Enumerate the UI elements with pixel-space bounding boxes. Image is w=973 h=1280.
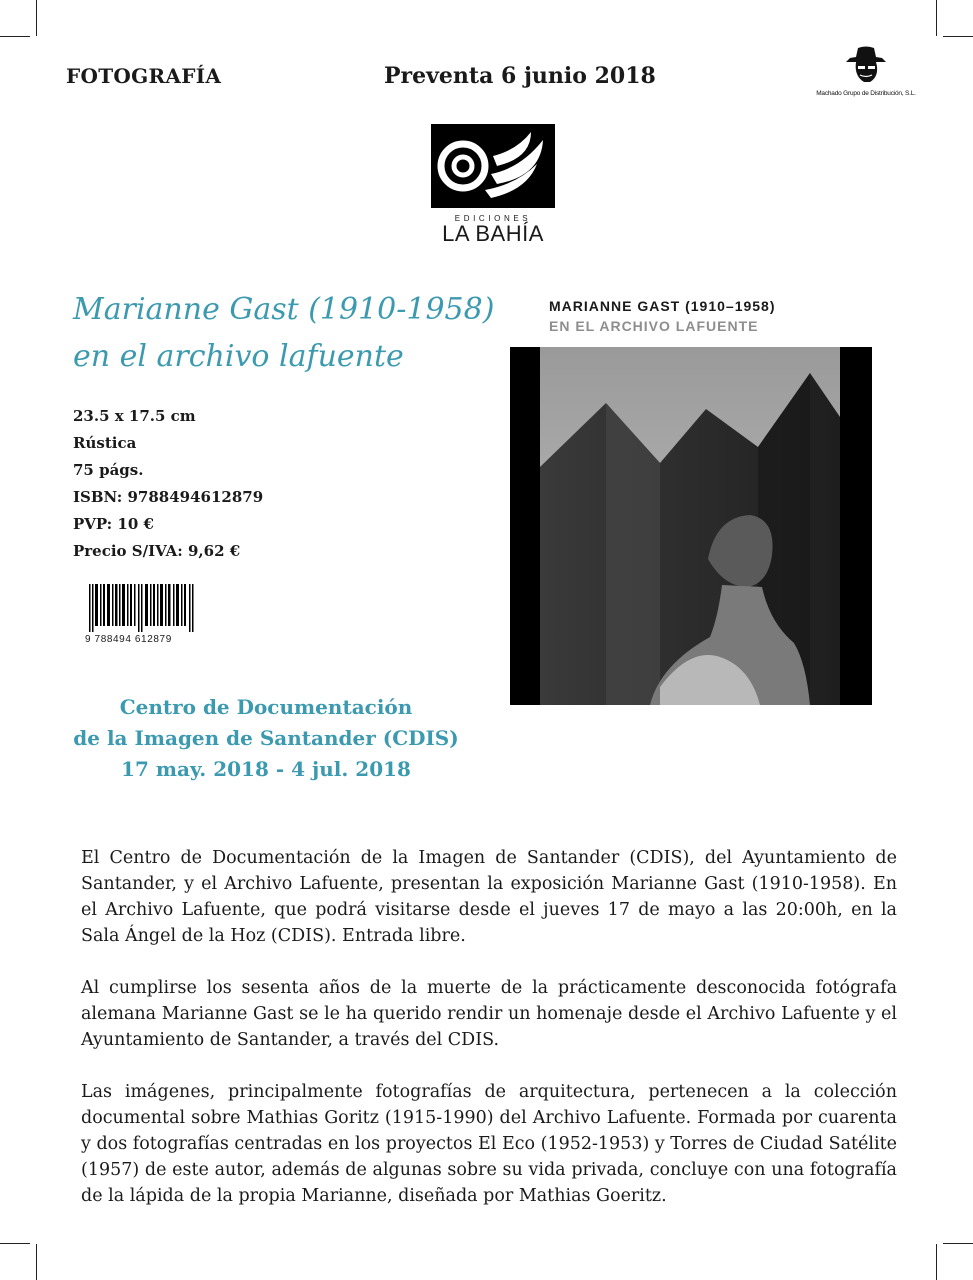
book-title-line2: en el archivo lafuente (73, 339, 404, 374)
spec-size: 23.5 x 17.5 cm (73, 407, 196, 425)
presale-date: Preventa 6 junio 2018 (384, 63, 656, 89)
exhibition-info (60, 692, 472, 785)
spec-price: PVP: 10 € (73, 515, 154, 533)
spec-binding: Rústica (73, 434, 137, 452)
exhibition-line1: Centro de Documentación (119, 695, 413, 719)
spec-pages: 75 págs. (73, 461, 144, 479)
paragraph: Al cumplirse los sesenta años de la muerte de la prácticamente desconocida fotógrafa alemana Marianne Gast se le ha querido rendir un homenaje desde el Archivo Lafuente y el Ayuntamiento de Santander, a través del CDIS. (81, 978, 897, 1050)
distributor-logo (816, 44, 916, 97)
body-text (81, 845, 897, 1235)
cover-photo (510, 347, 872, 705)
swirl-logo-icon (431, 124, 555, 208)
barcode-number: 9 788494 612879 (85, 634, 172, 645)
cover-subtitle: EN EL ARCHIVO LAFUENTE (549, 318, 759, 334)
book-title (73, 286, 494, 380)
crop-mark (36, 0, 37, 36)
book-specs (73, 403, 263, 565)
crop-mark (0, 36, 30, 37)
crop-mark (943, 1243, 973, 1244)
barcode (83, 584, 203, 645)
crop-mark (0, 1243, 30, 1244)
hat-man-icon (836, 44, 896, 88)
cover-title: MARIANNE GAST (1910–1958) (549, 298, 776, 314)
paragraph: El Centro de Documentación de la Imagen de Santander (CDIS), del Ayuntamiento de Santander, y el Archivo Lafuente, presentan la exposición Marianne Gast (1910-1958). En el Archivo Lafuente, que podrá visitarse desde el jueves 17 de mayo a las 20:00h, en la Sala Ángel de la Hoz (CDIS). Entrada libre. (81, 848, 897, 946)
exhibition-line2: de la Imagen de Santander (CDIS) (73, 726, 459, 750)
publisher-line2: LA BAHÍA (442, 221, 544, 246)
crop-mark (36, 1244, 37, 1280)
spec-price-net: Precio S/IVA: 9,62 € (73, 542, 241, 560)
publisher-line1: EDICIONES (454, 214, 532, 223)
spec-isbn: ISBN: 9788494612879 (73, 488, 264, 506)
barcode-bars (83, 584, 201, 632)
distributor-caption: Machado Grupo de Distribución, S.L. (816, 90, 916, 97)
book-title-line1: Marianne Gast (1910-1958) (73, 292, 495, 327)
crop-mark (936, 0, 937, 36)
paragraph: Las imágenes, principalmente fotografías de arquitectura, pertenecen a la colección documental sobre Mathias Goritz (1915-1990) del Archivo Lafuente. Formada por cuarenta y dos fotografías centradas en los proyectos El Eco (1952-1953) y Torres de Ciudad Satélite (1957) de este autor, además de algunas sobre su vida privada, concluye con una fotografía de la lápida de la propia Marianne, diseñada por Mathias Goeritz. (81, 1082, 897, 1206)
crop-mark (936, 1244, 937, 1280)
publisher-logo (430, 124, 556, 245)
category-label: FOTOGRAFÍA (66, 64, 222, 88)
cover-photo-image (510, 347, 872, 705)
crop-mark (943, 36, 973, 37)
exhibition-dates: 17 may. 2018 - 4 jul. 2018 (121, 757, 411, 781)
